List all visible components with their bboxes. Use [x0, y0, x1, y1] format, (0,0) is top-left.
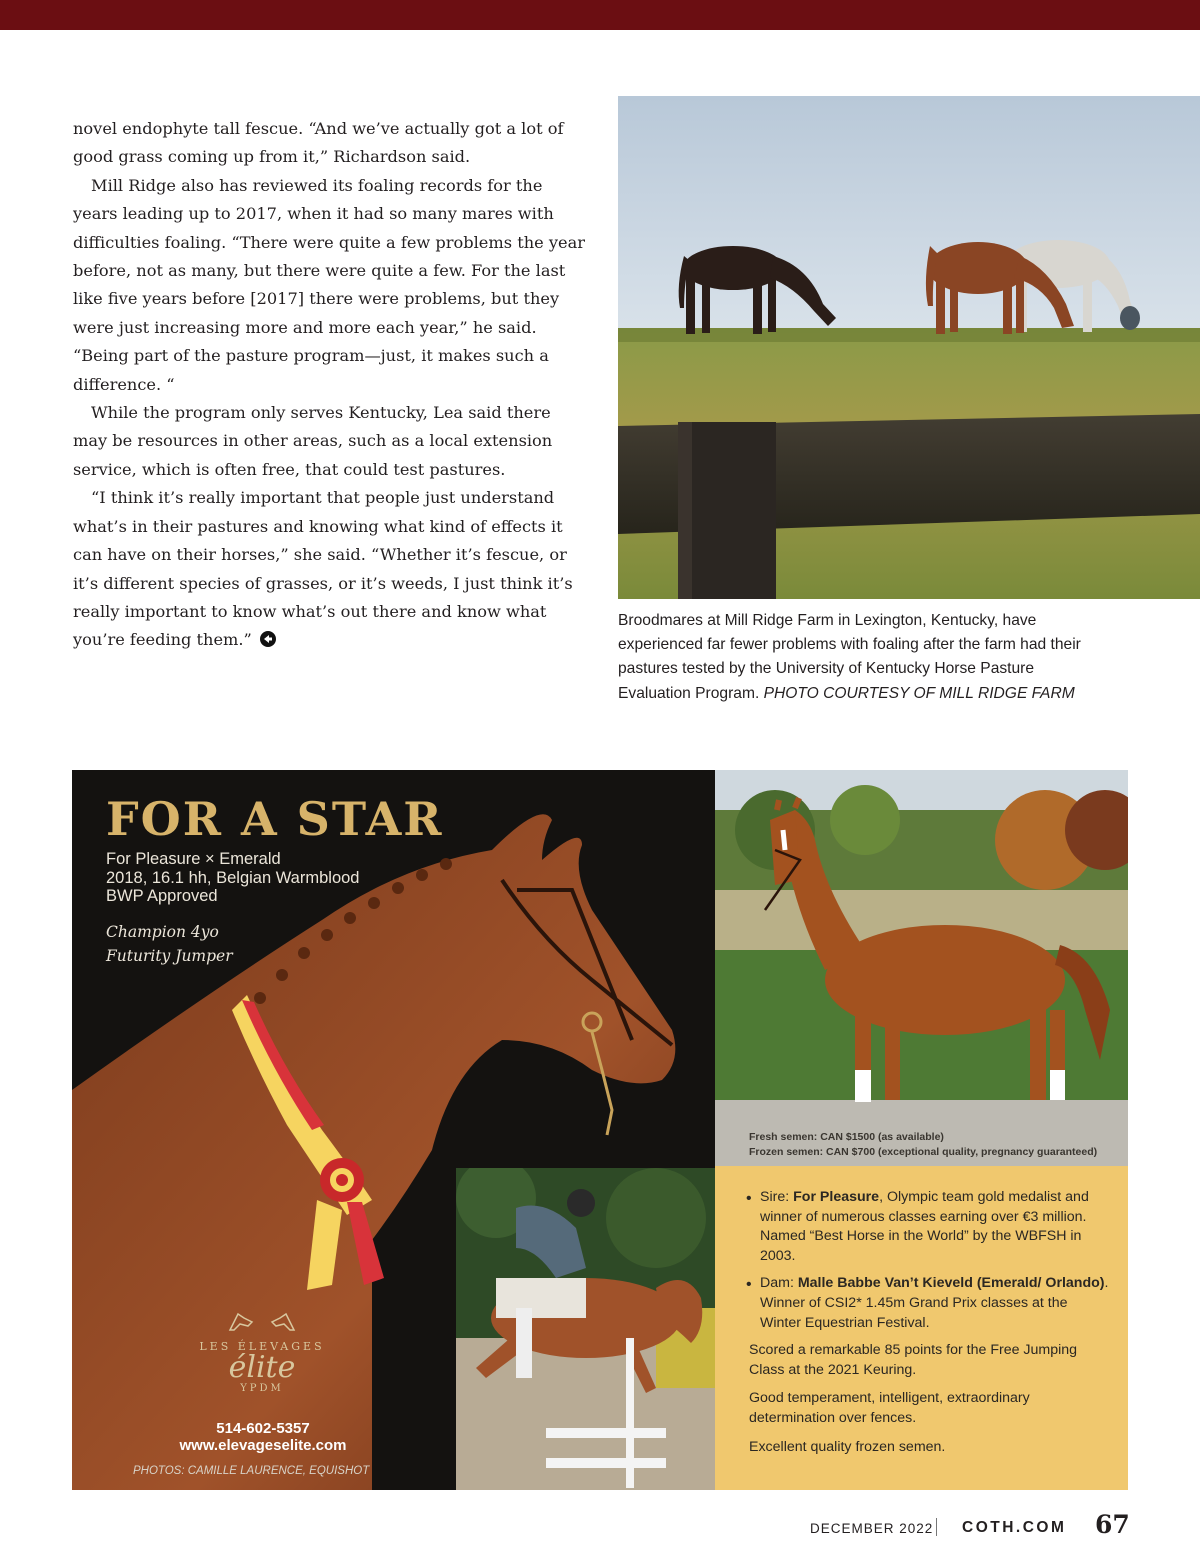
ad-champion-line: Champion 4yo — [106, 923, 219, 941]
ad-info-list — [749, 1188, 1109, 1466]
ad-age-height-line: 2018, 16.1 hh, Belgian Warmblood — [106, 868, 360, 887]
advertisement — [72, 770, 1128, 1490]
standing-horse-photo — [715, 770, 1128, 1166]
ad-photo-credit: PHOTOS: CAMILLE LAURENCE, EQUISHOT — [133, 1465, 370, 1477]
article-paragraph — [73, 484, 585, 654]
breeder-logo — [162, 1310, 362, 1394]
sire-name: For Pleasure — [793, 1189, 880, 1205]
dam-bullet — [749, 1274, 1109, 1333]
ad-temperament-text: Good temperament, intelligent, extraordinary determination over fences. — [749, 1390, 1030, 1426]
ad-pedigree-line: For Pleasure × Emerald — [106, 850, 281, 868]
ad-champion-line: Futurity Jumper — [106, 947, 233, 965]
photo-caption — [618, 609, 1108, 706]
caption-credit: PHOTO COURTESY OF MILL RIDGE FARM — [763, 684, 1075, 702]
page-number: 67 — [1095, 1510, 1130, 1539]
horse-heads-logo-icon — [222, 1310, 302, 1332]
end-of-article-icon — [260, 631, 276, 647]
footer-site: COTH.COM — [962, 1519, 1067, 1536]
logo-elite: élite — [228, 1350, 296, 1385]
sire-label: Sire: — [760, 1189, 794, 1205]
article-body — [73, 115, 585, 655]
broodmares-photo — [618, 96, 1200, 599]
article-paragraph: novel endophyte tall fescue. “And we’ve actually got a lot of good grass coming up from it,” Richardson said. — [73, 119, 564, 167]
frozen-semen-price: Frozen semen: CAN $700 (exceptional quality, pregnancy guaranteed) — [749, 1146, 1098, 1158]
ad-horse-details — [106, 850, 359, 906]
ad-info-panel — [715, 1166, 1128, 1490]
ad-title: FOR A STAR — [106, 792, 444, 846]
footer-divider — [936, 1518, 937, 1536]
top-color-bar — [0, 0, 1200, 30]
ad-contact — [138, 1420, 388, 1454]
footer-issue-date: DECEMBER 2022 — [810, 1521, 934, 1536]
logo-les-elevages: LES ÉLEVAGES — [199, 1340, 325, 1353]
article-paragraph-text: “I think it’s really important that people just understand what’s in their pastures and knowing what kind of effects it can have on their horses,” she said. “Whether it’s fescue, or it’s different species of grasses, or it’s weeds, I just think it’s really important to know what’s out there and know what you’re feeding them.” — [73, 488, 573, 650]
dam-description: . Winner of CSI2* 1.45m Grand Prix classes at the Winter Equestrian Festival. — [760, 1275, 1109, 1331]
semen-prices — [749, 1130, 1097, 1160]
dam-label: Dam: — [760, 1275, 798, 1292]
sire-bullet — [749, 1188, 1109, 1266]
caption-text: Broodmares at Mill Ridge Farm in Lexington, Kentucky, have experienced far fewer problems with foaling after the farm had their pastures tested by the University of Kentucky Horse Pasture Evaluation Program. — [618, 612, 1081, 702]
fresh-semen-price: Fresh semen: CAN $1500 (as available) — [749, 1131, 944, 1143]
article-paragraph: While the program only serves Kentucky, Lea said there may be resources in other areas, such as a local extension service, which is often free, that could test pastures. — [73, 403, 553, 479]
article-paragraph: Mill Ridge also has reviewed its foaling records for the years leading up to 2017, when it had so many mares with difficulties foaling. “There were quite a few problems the year before, not as many, but there were quite a few. For the last like five years before [2017] there were problems, but they were just increasing more and more each year,” he said. “Being part of the pasture program—just, it makes such a difference. “ — [73, 175, 585, 394]
jumping-horse-photo — [456, 1168, 715, 1490]
dam-name: Malle Babbe Van’t Kieveld (Emerald/ Orlando) — [797, 1275, 1105, 1292]
sire-description: , Olympic team gold medalist and winner of numerous classes earning over €3 million. Named “Best Horse in the World” by the WBFSH in 2003. — [760, 1189, 1089, 1264]
ad-website: www.elevageselite.com — [179, 1437, 347, 1454]
ad-approval-line: BWP Approved — [106, 887, 218, 905]
ad-champion-text — [106, 920, 233, 968]
ad-keuring-text: Scored a remarkable 85 points for the Free Jumping Class at the 2021 Keuring. — [749, 1342, 1078, 1378]
ad-frozen-semen-text: Excellent quality frozen semen. — [749, 1438, 946, 1455]
logo-ypdm: YPDM — [240, 1383, 284, 1394]
ad-phone: 514-602-5357 — [216, 1420, 310, 1437]
